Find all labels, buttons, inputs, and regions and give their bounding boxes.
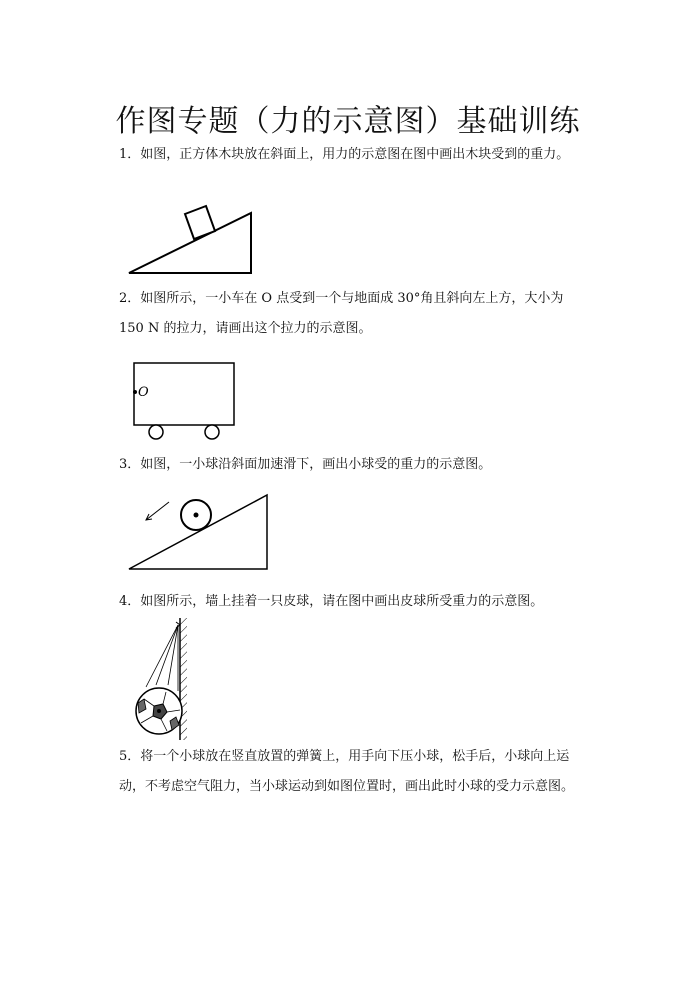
question-2: 2．如图所示，一小车在 O 点受到一个与地面成 30°角且斜向左上方，大小为 150 N 的拉力，请画出这个拉力的示意图。: [119, 291, 564, 336]
cart-body: [134, 363, 234, 425]
cube-block: [185, 206, 215, 239]
figure-1-incline-with-block: [125, 203, 260, 278]
question-4: 4．如图所示，墙上挂着一只皮球，请在图中画出皮球所受重力的示意图。: [119, 594, 544, 609]
wall-hatching: [180, 618, 187, 740]
cart-wheel-left: [149, 425, 163, 439]
figure-3-ball-on-incline: [125, 490, 273, 575]
figure-4-ball-on-wall: [130, 615, 200, 745]
question-3: 3．如图，一小球沿斜面加速滑下，画出小球受的重力的示意图。: [119, 457, 492, 472]
point-o-dot: [133, 390, 137, 394]
question-1: 1．如图，正方体木块放在斜面上，用力的示意图在图中画出木块受到的重力。: [119, 147, 570, 162]
motion-arrow-line: [146, 502, 169, 520]
motion-arrow-head: [146, 514, 152, 520]
figure-2-cart: [130, 360, 240, 442]
point-o-label: O: [138, 385, 149, 400]
page-title: 作图专题（力的示意图）基础训练: [115, 104, 581, 139]
question-5: 5．将一个小球放在竖直放置的弹簧上，用手向下压小球，松手后，小球向上运动，不考虑空气阻力，当小球运动到如图位置时，画出此时小球的受力示意图。: [119, 749, 575, 794]
ball-center-dot: [194, 513, 199, 518]
ball-center-dot: [157, 709, 161, 713]
string-2: [156, 625, 178, 685]
cart-wheel-right: [205, 425, 219, 439]
